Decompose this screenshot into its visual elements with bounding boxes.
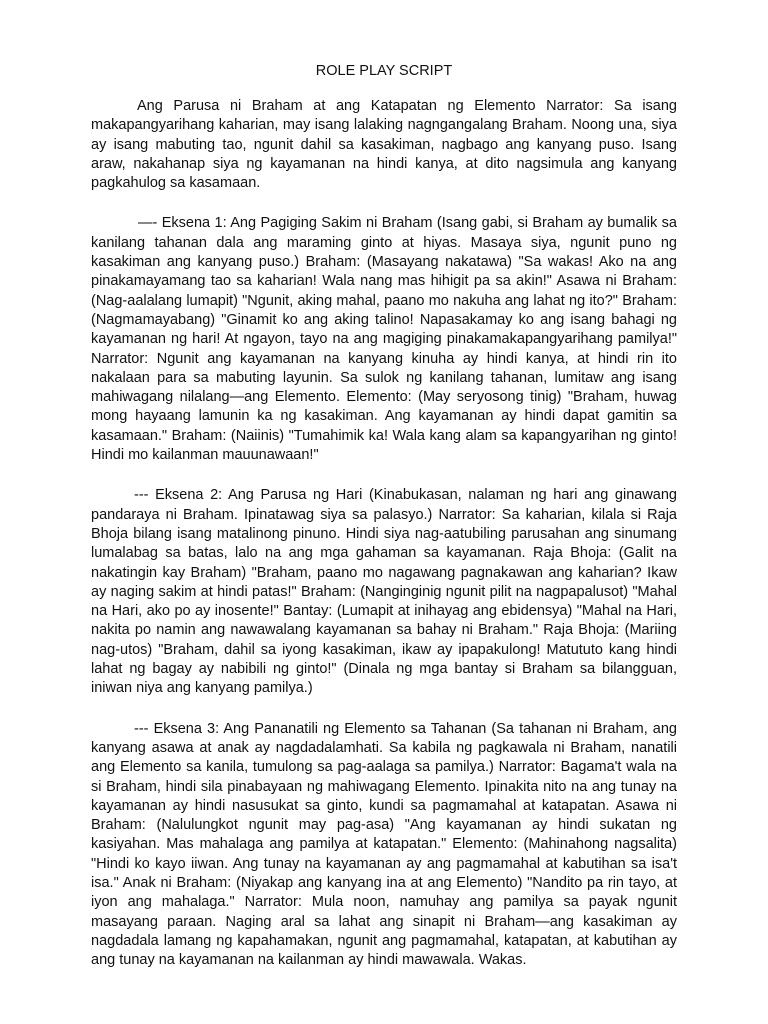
paragraph-scene-3: --- Eksena 3: Ang Pananatili ng Elemento sa Tahanan (Sa tahanan ni Braham, ang kanyang asawa at anak ay nagdadalamhati. Sa kabila ng pagkawala ni Braham, nanatili ang Elemento sa kanila, tumulong sa pag-aalaga sa pamilya.) Narrator: Bagama't wala na si Braham, hindi sila pinabayaan ng mahiwagang Elemento. Ipinakita nito na ang tunay na kayamanan ay hindi nasusukat sa ginto, kundi sa pagmamahal at katapatan. Asawa ni Braham: (Nalulungkot ngunit may pag-asa) "Ang kayamanan ay hindi sukatan ng kasiyahan. Mas mahalaga ang pamilya at katapatan." Elemento: (Mahinahong nagsalita) "Hindi ko kayo iiwan. Ang tunay na kayamanan ay ang pagmamahal at kabutihan sa isa't isa." Anak ni Braham: (Niyakap ang kanyang ina at ang Elemento) "Nandito pa rin tayo, at iyon ang mahalaga." Narrator: Mula noon, namuhay ang pamilya sa payak ngunit masayang paraan. Naging aral sa lahat ang sinapit ni Braham—ang kasakiman ay nagdadala lamang ng kapahamakan, ngunit ang pagmamahal, katapatan, at kabutihan ay ang tunay na kayamanan na kailanman ay hindi mawawala. Wakas.	[91, 720, 677, 969]
paragraph-scene-2: --- Eksena 2: Ang Parusa ng Hari (Kinabukasan, nalaman ng hari ang ginawang pandaraya ni Braham. Ipinatawag siya sa palasyo.) Narrator: Sa kaharian, kilala si Raja Bhoja bilang isang matalinong pinuno. Hindi siya nag-aatubiling parusahan ang sinumang lumalabag sa batas, lalo na ang mga gahaman sa kayamanan. Raja Bhoja: (Galit na nakatingin kay Braham) "Braham, paano mo nagawang pagnakawan ang kaharian? Ikaw ay naging sakim at hindi patas!" Braham: (Nanginginig ngunit pilit na nagpapalusot) "Mahal na Hari, ako po ay inosente!" Bantay: (Lumapit at inihayag ang ebidensya) "Mahal na Hari, nakita po namin ang nawawalang kayamanan sa bahay ni Braham." Raja Bhoja: (Mariing nag-utos) "Braham, dahil sa iyong kasakiman, ikaw ay ipapakulong! Matututo kang hindi lahat ng bagay ay nabibili ng ginto!" (Dinala ng mga bantay si Braham sa bilangguan, iniwan niya ang kanyang pamilya.)	[91, 487, 677, 697]
document-title: ROLE PLAY SCRIPT	[315, 63, 453, 79]
document-body	[91, 97, 677, 991]
paragraph-intro: Ang Parusa ni Braham at ang Katapatan ng Elemento Narrator: Sa isang makapangyarihang kaharian, may isang lalaking nagngangalang Braham. Noong una, siya ay isang mabuting tao, ngunit dahil sa kasakiman, nagbago ang kanyang puso. Isang araw, nakahanap siya ng kayamanan na hindi kanya, at dito nagsimula ang kanyang pagkahulog sa kasamaan.	[91, 98, 677, 192]
paragraph-scene-1: —- Eksena 1: Ang Pagiging Sakim ni Braham (Isang gabi, si Braham ay bumalik sa kanilang tahanan dala ang maraming ginto at hiyas. Masaya siya, ngunit puno ng kasakiman ang kanyang puso.) Braham: (Masayang nakatawa) "Sa wakas! Ako na ang pinakamayamang tao sa kaharian! Wala nang mas hihigit pa sa akin!" Asawa ni Braham: (Nag-aalalang lumapit) "Ngunit, aking mahal, paano mo nakuha ang lahat ng ito?" Braham: (Nagmamayabang) "Ginamit ko ang aking talino! Napasakamay ko ang isang bahagi ng kayamanan ng hari! At ngayon, tayo na ang magiging pinakamakapangyarihang pamilya!" Narrator: Ngunit ang kayamanan na kanyang kinuha ay hindi kanya, at hindi rin ito nakalaan para sa mabuting layunin. Sa sulok ng kanilang tahanan, lumitaw ang isang mahiwagang nilalang—ang Elemento. Elemento: (May seryosong tinig) "Braham, huwag mong hayaang lamunin ka ng kasakiman. Ang kayamanan ay hindi dapat gamitin sa kasamaan." Braham: (Naiinis) "Tumahimik ka! Wala kang alam sa kapangyarihan ng ginto! Hindi mo kailanman mauunawaan!"	[91, 215, 677, 464]
